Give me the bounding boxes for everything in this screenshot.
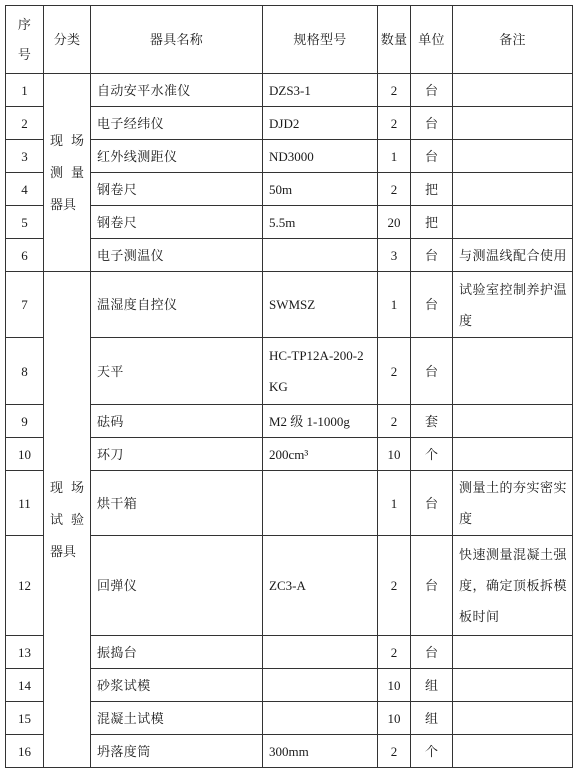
- cell-spec: ZC3-A: [263, 536, 378, 636]
- cell-name: 电子测温仪: [91, 239, 263, 272]
- cell-remark: [453, 702, 573, 735]
- cell-remark: 测量土的夯实密实度: [453, 471, 573, 536]
- cell-qty: 10: [378, 438, 411, 471]
- cell-index: 5: [6, 206, 44, 239]
- cell-index: 14: [6, 669, 44, 702]
- cell-spec: SWMSZ: [263, 272, 378, 338]
- table-row: [6, 702, 573, 735]
- cell-remark: 试验室控制养护温度: [453, 272, 573, 338]
- cell-name: 环刀: [91, 438, 263, 471]
- cell-index: 8: [6, 338, 44, 405]
- cell-index: 13: [6, 636, 44, 669]
- cell-qty: 2: [378, 405, 411, 438]
- cell-qty: 2: [378, 173, 411, 206]
- header-index-label: 序号: [17, 16, 32, 62]
- table-row: [6, 735, 573, 768]
- cell-index: 15: [6, 702, 44, 735]
- header-index: [6, 6, 44, 74]
- cell-remark: 快速测量混凝土强度，确定顶板拆模板时间: [453, 536, 573, 636]
- cell-remark: [453, 735, 573, 768]
- cell-unit: 把: [411, 173, 453, 206]
- cell-spec: 300mm: [263, 735, 378, 768]
- header-row: [6, 6, 573, 74]
- cell-unit: 个: [411, 735, 453, 768]
- table-row: [6, 471, 573, 536]
- cell-qty: 1: [378, 272, 411, 338]
- table-row: [6, 173, 573, 206]
- cell-qty: 2: [378, 735, 411, 768]
- cell-index: 12: [6, 536, 44, 636]
- cell-unit: 台: [411, 471, 453, 536]
- cell-spec: 50m: [263, 173, 378, 206]
- cell-name: 电子经纬仪: [91, 107, 263, 140]
- table-row: [6, 239, 573, 272]
- cell-qty: 2: [378, 74, 411, 107]
- cell-unit: 台: [411, 338, 453, 405]
- cell-name: 砝码: [91, 405, 263, 438]
- header-name: 器具名称: [91, 6, 263, 74]
- cell-spec: 200cm³: [263, 438, 378, 471]
- table-row: [6, 636, 573, 669]
- cell-name: 砂浆试模: [91, 669, 263, 702]
- cell-remark: [453, 173, 573, 206]
- cell-unit: 台: [411, 536, 453, 636]
- header-spec: 规格型号: [263, 6, 378, 74]
- cell-unit: 台: [411, 272, 453, 338]
- cell-name: 红外线测距仪: [91, 140, 263, 173]
- cell-qty: 1: [378, 471, 411, 536]
- header-remark: 备注: [453, 6, 573, 74]
- cell-spec: DZS3-1: [263, 74, 378, 107]
- table-row: [6, 74, 573, 107]
- cell-spec: DJD2: [263, 107, 378, 140]
- cell-spec: [263, 239, 378, 272]
- table-row: [6, 107, 573, 140]
- cell-name: 坍落度筒: [91, 735, 263, 768]
- cell-name: 烘干箱: [91, 471, 263, 536]
- cell-name: 混凝土试模: [91, 702, 263, 735]
- cell-name: 天平: [91, 338, 263, 405]
- cell-spec: ND3000: [263, 140, 378, 173]
- cell-index: 6: [6, 239, 44, 272]
- cell-qty: 20: [378, 206, 411, 239]
- cell-unit: 组: [411, 702, 453, 735]
- cell-qty: 10: [378, 702, 411, 735]
- cell-unit: 台: [411, 239, 453, 272]
- cell-name: 钢卷尺: [91, 173, 263, 206]
- cell-spec: M2 级 1-1000g: [263, 405, 378, 438]
- table-row: [6, 405, 573, 438]
- cell-category: [44, 74, 91, 272]
- header-unit: 单位: [411, 6, 453, 74]
- cell-qty: 2: [378, 636, 411, 669]
- table-row: [6, 438, 573, 471]
- header-category: 分类: [44, 6, 91, 74]
- table-row: [6, 669, 573, 702]
- cell-index: 16: [6, 735, 44, 768]
- cell-spec: 5.5m: [263, 206, 378, 239]
- table-row: [6, 140, 573, 173]
- cell-remark: 与测温线配合使用: [453, 239, 573, 272]
- cell-name: 钢卷尺: [91, 206, 263, 239]
- cell-name: 回弹仪: [91, 536, 263, 636]
- cell-index: 9: [6, 405, 44, 438]
- cell-unit: 个: [411, 438, 453, 471]
- category-label: 现场试验器具: [50, 479, 84, 559]
- cell-unit: 台: [411, 107, 453, 140]
- cell-name: 自动安平水准仪: [91, 74, 263, 107]
- cell-remark: [453, 438, 573, 471]
- cell-index: 11: [6, 471, 44, 536]
- cell-unit: 套: [411, 405, 453, 438]
- cell-remark: [453, 405, 573, 438]
- table-row: [6, 536, 573, 636]
- cell-index: 4: [6, 173, 44, 206]
- category-label: 现场测量器具: [50, 132, 84, 212]
- table-row: [6, 206, 573, 239]
- cell-qty: 2: [378, 536, 411, 636]
- cell-spec: [263, 636, 378, 669]
- cell-qty: 2: [378, 338, 411, 405]
- cell-name: 振捣台: [91, 636, 263, 669]
- cell-index: 2: [6, 107, 44, 140]
- cell-remark: [453, 107, 573, 140]
- cell-qty: 1: [378, 140, 411, 173]
- cell-qty: 2: [378, 107, 411, 140]
- cell-spec: HC-TP12A-200-2KG: [263, 338, 378, 405]
- cell-remark: [453, 206, 573, 239]
- cell-spec: [263, 702, 378, 735]
- table-row: [6, 338, 573, 405]
- cell-unit: 把: [411, 206, 453, 239]
- cell-remark: [453, 74, 573, 107]
- cell-spec: [263, 669, 378, 702]
- cell-remark: [453, 669, 573, 702]
- cell-index: 10: [6, 438, 44, 471]
- cell-remark: [453, 338, 573, 405]
- cell-unit: 台: [411, 140, 453, 173]
- cell-qty: 10: [378, 669, 411, 702]
- cell-index: 1: [6, 74, 44, 107]
- cell-index: 7: [6, 272, 44, 338]
- cell-qty: 3: [378, 239, 411, 272]
- cell-remark: [453, 140, 573, 173]
- cell-unit: 台: [411, 636, 453, 669]
- cell-unit: 台: [411, 74, 453, 107]
- table-header: [6, 6, 573, 74]
- cell-name: 温湿度自控仪: [91, 272, 263, 338]
- cell-unit: 组: [411, 669, 453, 702]
- equipment-table: [5, 5, 573, 768]
- cell-category: [44, 272, 91, 768]
- header-qty: 数量: [378, 6, 411, 74]
- cell-remark: [453, 636, 573, 669]
- cell-spec: [263, 471, 378, 536]
- table-body: [6, 74, 573, 768]
- cell-index: 3: [6, 140, 44, 173]
- table-row: [6, 272, 573, 338]
